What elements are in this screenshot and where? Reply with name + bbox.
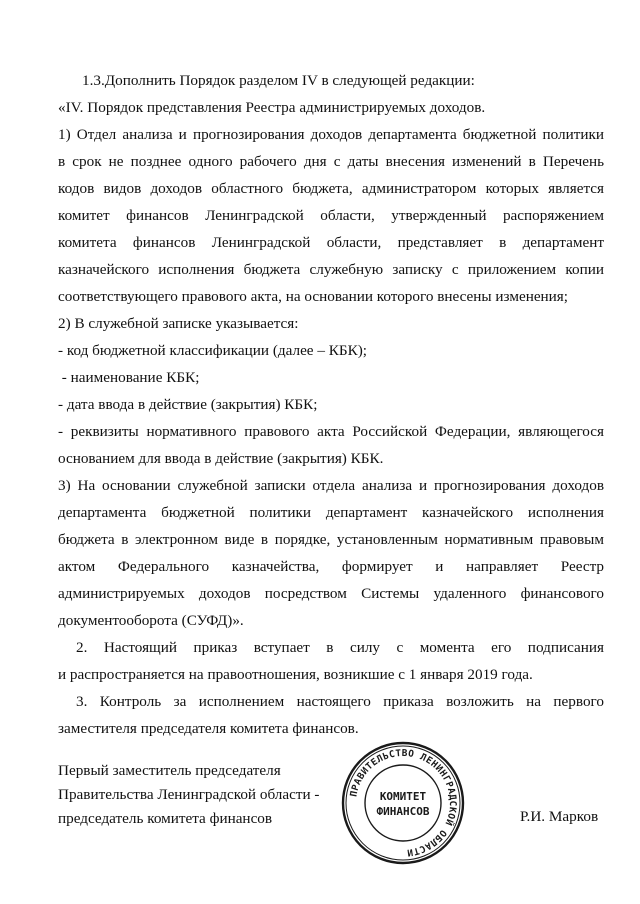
text-line: 1) Отдел анализа и прогнозирования доходов департамента бюджетной политики — [58, 126, 604, 143]
text-line: 2) В служебной записке указывается: — [58, 315, 299, 332]
text-line: 2. Настоящий приказ вступает в силу с момента его подписания — [76, 639, 604, 656]
stamp-center-line1: КОМИТЕТ — [379, 790, 427, 803]
text-line: соответствующего правового акта, на основании которого внесены изменения; — [58, 288, 569, 305]
signatory-title-line2: Правительства Ленинградской области - — [58, 786, 320, 803]
text-line: актом Федерального казначейства, формирует и направляет Реестр — [58, 558, 604, 575]
text-line: - код бюджетной классификации (далее – КБК); — [58, 342, 367, 359]
official-stamp — [340, 740, 466, 866]
text-line: бюджета в электронном виде в порядке, установленным нормативным правовым — [58, 531, 604, 548]
text-line: комитета финансов Ленинградской области, представляет в департамент — [58, 234, 604, 251]
text-line: кодов видов доходов областного бюджета, администратором которых является — [58, 180, 604, 197]
text-line: и распространяется на правоотношения, возникшие с 1 января 2019 года. — [58, 666, 533, 683]
stamp-outer-ring-inner — [346, 746, 460, 860]
text-line: 1.3.Дополнить Порядок разделом IV в следующей редакции: — [82, 72, 475, 89]
text-line: «IV. Порядок представления Реестра администрируемых доходов. — [58, 99, 486, 116]
signatory-title-line3: председатель комитета финансов — [58, 810, 273, 827]
text-line: 3) На основании служебной записки отдела анализа и прогнозирования доходов — [58, 477, 604, 494]
stamp-inner-ring — [365, 765, 441, 841]
text-line: - наименование КБК; — [58, 369, 200, 386]
signatory-name: Р.И. Марков — [520, 808, 599, 825]
stamp-ring-text: ПРАВИТЕЛЬСТВО ЛЕНИНГРАДСКОЙ ОБЛАСТИ — [348, 747, 459, 858]
signatory-title-line1: Первый заместитель председателя — [58, 762, 281, 779]
text-line: казначейского исполнения бюджета служебную записку с приложением копии — [58, 261, 604, 278]
text-line: 3. Контроль за исполнением настоящего приказа возложить на первого — [76, 693, 604, 710]
stamp-center-line2: ФИНАНСОВ — [376, 805, 430, 818]
text-line: в срок не позднее одного рабочего дня с даты внесения изменений в Перечень — [58, 153, 604, 170]
text-line: основанием для ввода в действие (закрытия) КБК. — [58, 450, 384, 467]
text-line: комитет финансов Ленинградской области, утвержденный распоряжением — [58, 207, 604, 224]
text-line: заместителя председателя комитета финансов. — [58, 720, 359, 737]
text-line: администрируемых доходов посредством Системы удаленного финансового — [58, 585, 604, 602]
text-line: документооборота (СУФД)». — [58, 612, 244, 629]
text-line: департамента бюджетной политики департамент казначейского исполнения — [58, 504, 604, 521]
text-line: - дата ввода в действие (закрытия) КБК; — [58, 396, 318, 413]
stamp-outer-ring — [343, 743, 463, 863]
text-line: - реквизиты нормативного правового акта Российской Федерации, являющегося — [58, 423, 604, 440]
